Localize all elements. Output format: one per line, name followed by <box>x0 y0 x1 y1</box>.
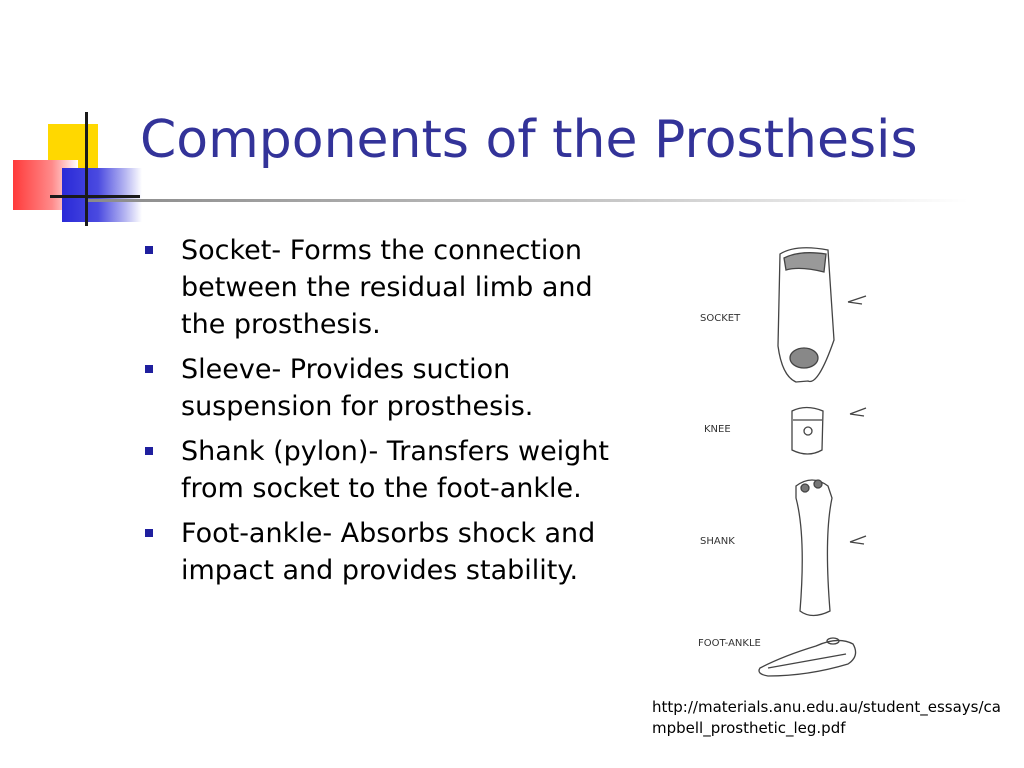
square-bullet-icon <box>145 246 153 254</box>
socket-drawing <box>778 248 866 382</box>
square-bullet-icon <box>145 529 153 537</box>
bullet-text: Shank (pylon)- Transfers weight from socket to the foot-ankle. <box>181 436 610 504</box>
bullet-text: Socket- Forms the connection between the residual limb and the prosthesis. <box>181 235 593 340</box>
bullet-text: Sleeve- Provides suction suspension for prosthesis. <box>181 354 534 422</box>
knee-drawing <box>792 408 866 455</box>
decor-vertical-line <box>85 112 88 226</box>
slide-title: Components of the Prosthesis <box>140 110 918 170</box>
shank-label: SHANK <box>700 536 735 547</box>
bullet-list <box>145 232 635 597</box>
title-underline <box>88 199 968 202</box>
decor-horizontal-line <box>50 195 140 198</box>
bullet-text: Foot-ankle- Absorbs shock and impact and provides stability. <box>181 518 596 586</box>
knee-label: KNEE <box>704 424 731 435</box>
foot-ankle-label: FOOT-ANKLE <box>698 638 761 649</box>
prosthesis-components-diagram <box>688 236 878 686</box>
socket-label: SOCKET <box>700 313 741 324</box>
source-citation: http://materials.anu.edu.au/student_essays/campbell_prosthetic_leg.pdf <box>652 698 1001 737</box>
shank-drawing <box>796 480 866 616</box>
bullet-item-socket <box>145 232 635 343</box>
bullet-item-foot-ankle <box>145 515 635 589</box>
square-bullet-icon <box>145 447 153 455</box>
square-bullet-icon <box>145 365 153 373</box>
foot-ankle-drawing <box>759 638 856 676</box>
bullet-item-sleeve <box>145 351 635 425</box>
bullet-item-shank <box>145 433 635 507</box>
